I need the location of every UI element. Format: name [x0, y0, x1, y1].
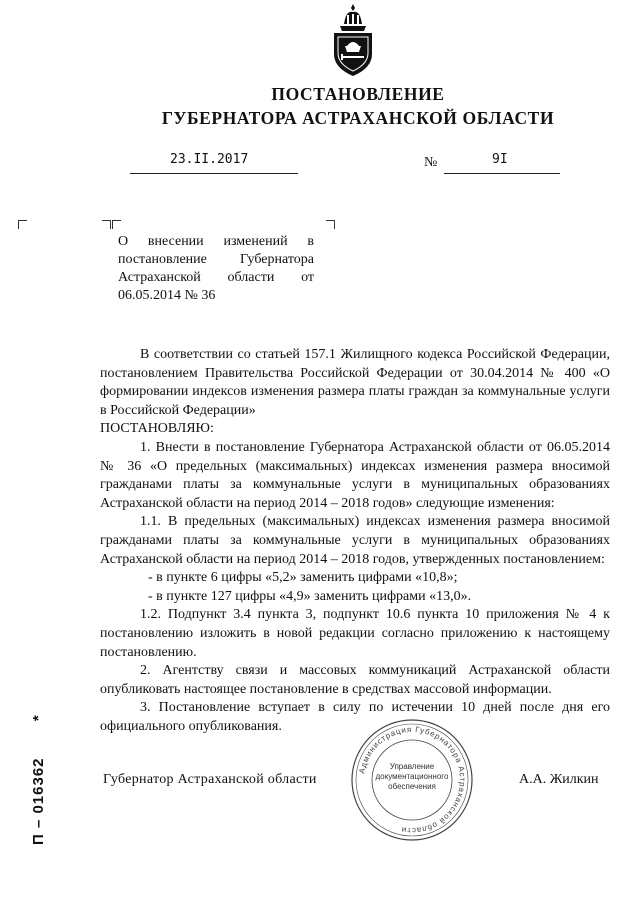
clause-1-1-paragraph: 1.1. В предельных (максимальных) индексах изменения размера вносимой гражданами платы за коммунальные услуги в муниципальных образованиях Астраханской области на период 2014 – 2018 годов, утвержденных постановлением:	[100, 514, 610, 567]
registration-mark: *	[30, 714, 47, 722]
registration-stamp	[18, 685, 47, 845]
clause-1-paragraph: 1. Внести в постановление Губернатора Астраханской области от 06.05.2014 № 36 «О предельных (максимальных) индексах изменения размера вносимой гражданами платы за коммунальные услуги в муниципальных образованиях Астраханской области на период 2014 – 2018 годов» следующие изменения:	[100, 439, 610, 511]
corner-mark-subject-right	[326, 220, 335, 229]
issuer-title: ГУБЕРНАТОРА АСТРАХАНСКОЙ ОБЛАСТИ	[161, 108, 555, 128]
seal-ring-text: Администрация Губернатора Астраханской области	[357, 724, 468, 836]
number-sign: №	[424, 155, 438, 170]
seal-center-text: Управление документационного обеспечения	[375, 762, 449, 791]
signatory-name: А.А. Жилкин	[519, 772, 599, 787]
registration-stamp-text	[30, 685, 50, 845]
clause-1-1-item-1: - в пункте 6 цифры «5,2» заменить цифрами «10,8»;	[148, 570, 458, 586]
corner-mark-subject-left2	[112, 220, 121, 229]
document-date: 23.II.2017	[170, 152, 249, 167]
clause-3-paragraph: 3. Постановление вступает в силу по истечении 10 дней после дня его официального опубликования.	[100, 700, 610, 734]
preamble-paragraph: В соответствии со статьей 157.1 Жилищного кодекса Российской Федерации, постановлением Правительства Российской Федерации от 30.04.2014 № 400 «О формировании индексов изменения размера платы граждан за коммунальные услуги в Российской Федерации»	[100, 347, 610, 418]
document-type-title: ПОСТАНОВЛЕНИЕ	[271, 84, 445, 104]
resolve-heading: ПОСТАНОВЛЯЮ:	[100, 421, 214, 437]
document-body	[100, 346, 610, 736]
document-number: 9I	[492, 152, 508, 167]
coat-of-arms-emblem	[322, 2, 384, 82]
clause-1-2-paragraph: 1.2. Подпункт 3.4 пункта 3, подпункт 10.6 пункта 10 приложения № 4 к постановлению изложить в новой редакции согласно приложению к настоящему постановлению.	[100, 607, 610, 660]
corner-mark-subject-left	[102, 220, 111, 229]
clause-1-1-item-2: - в пункте 127 цифры «4,9» заменить цифрами «13,0».	[148, 588, 472, 604]
corner-mark-left	[18, 220, 27, 229]
clause-2-paragraph: 2. Агентству связи и массовых коммуникаций Астраханской области опубликовать настоящее постановление в средствах массовой информации.	[100, 663, 610, 697]
registration-code: П – 016362	[30, 757, 47, 845]
document-subject: О внесении изменений в постановление Губернатора Астраханской области от 06.05.2014 № 36	[118, 234, 314, 303]
signatory-position: Губернатор Астраханской области	[103, 772, 317, 787]
